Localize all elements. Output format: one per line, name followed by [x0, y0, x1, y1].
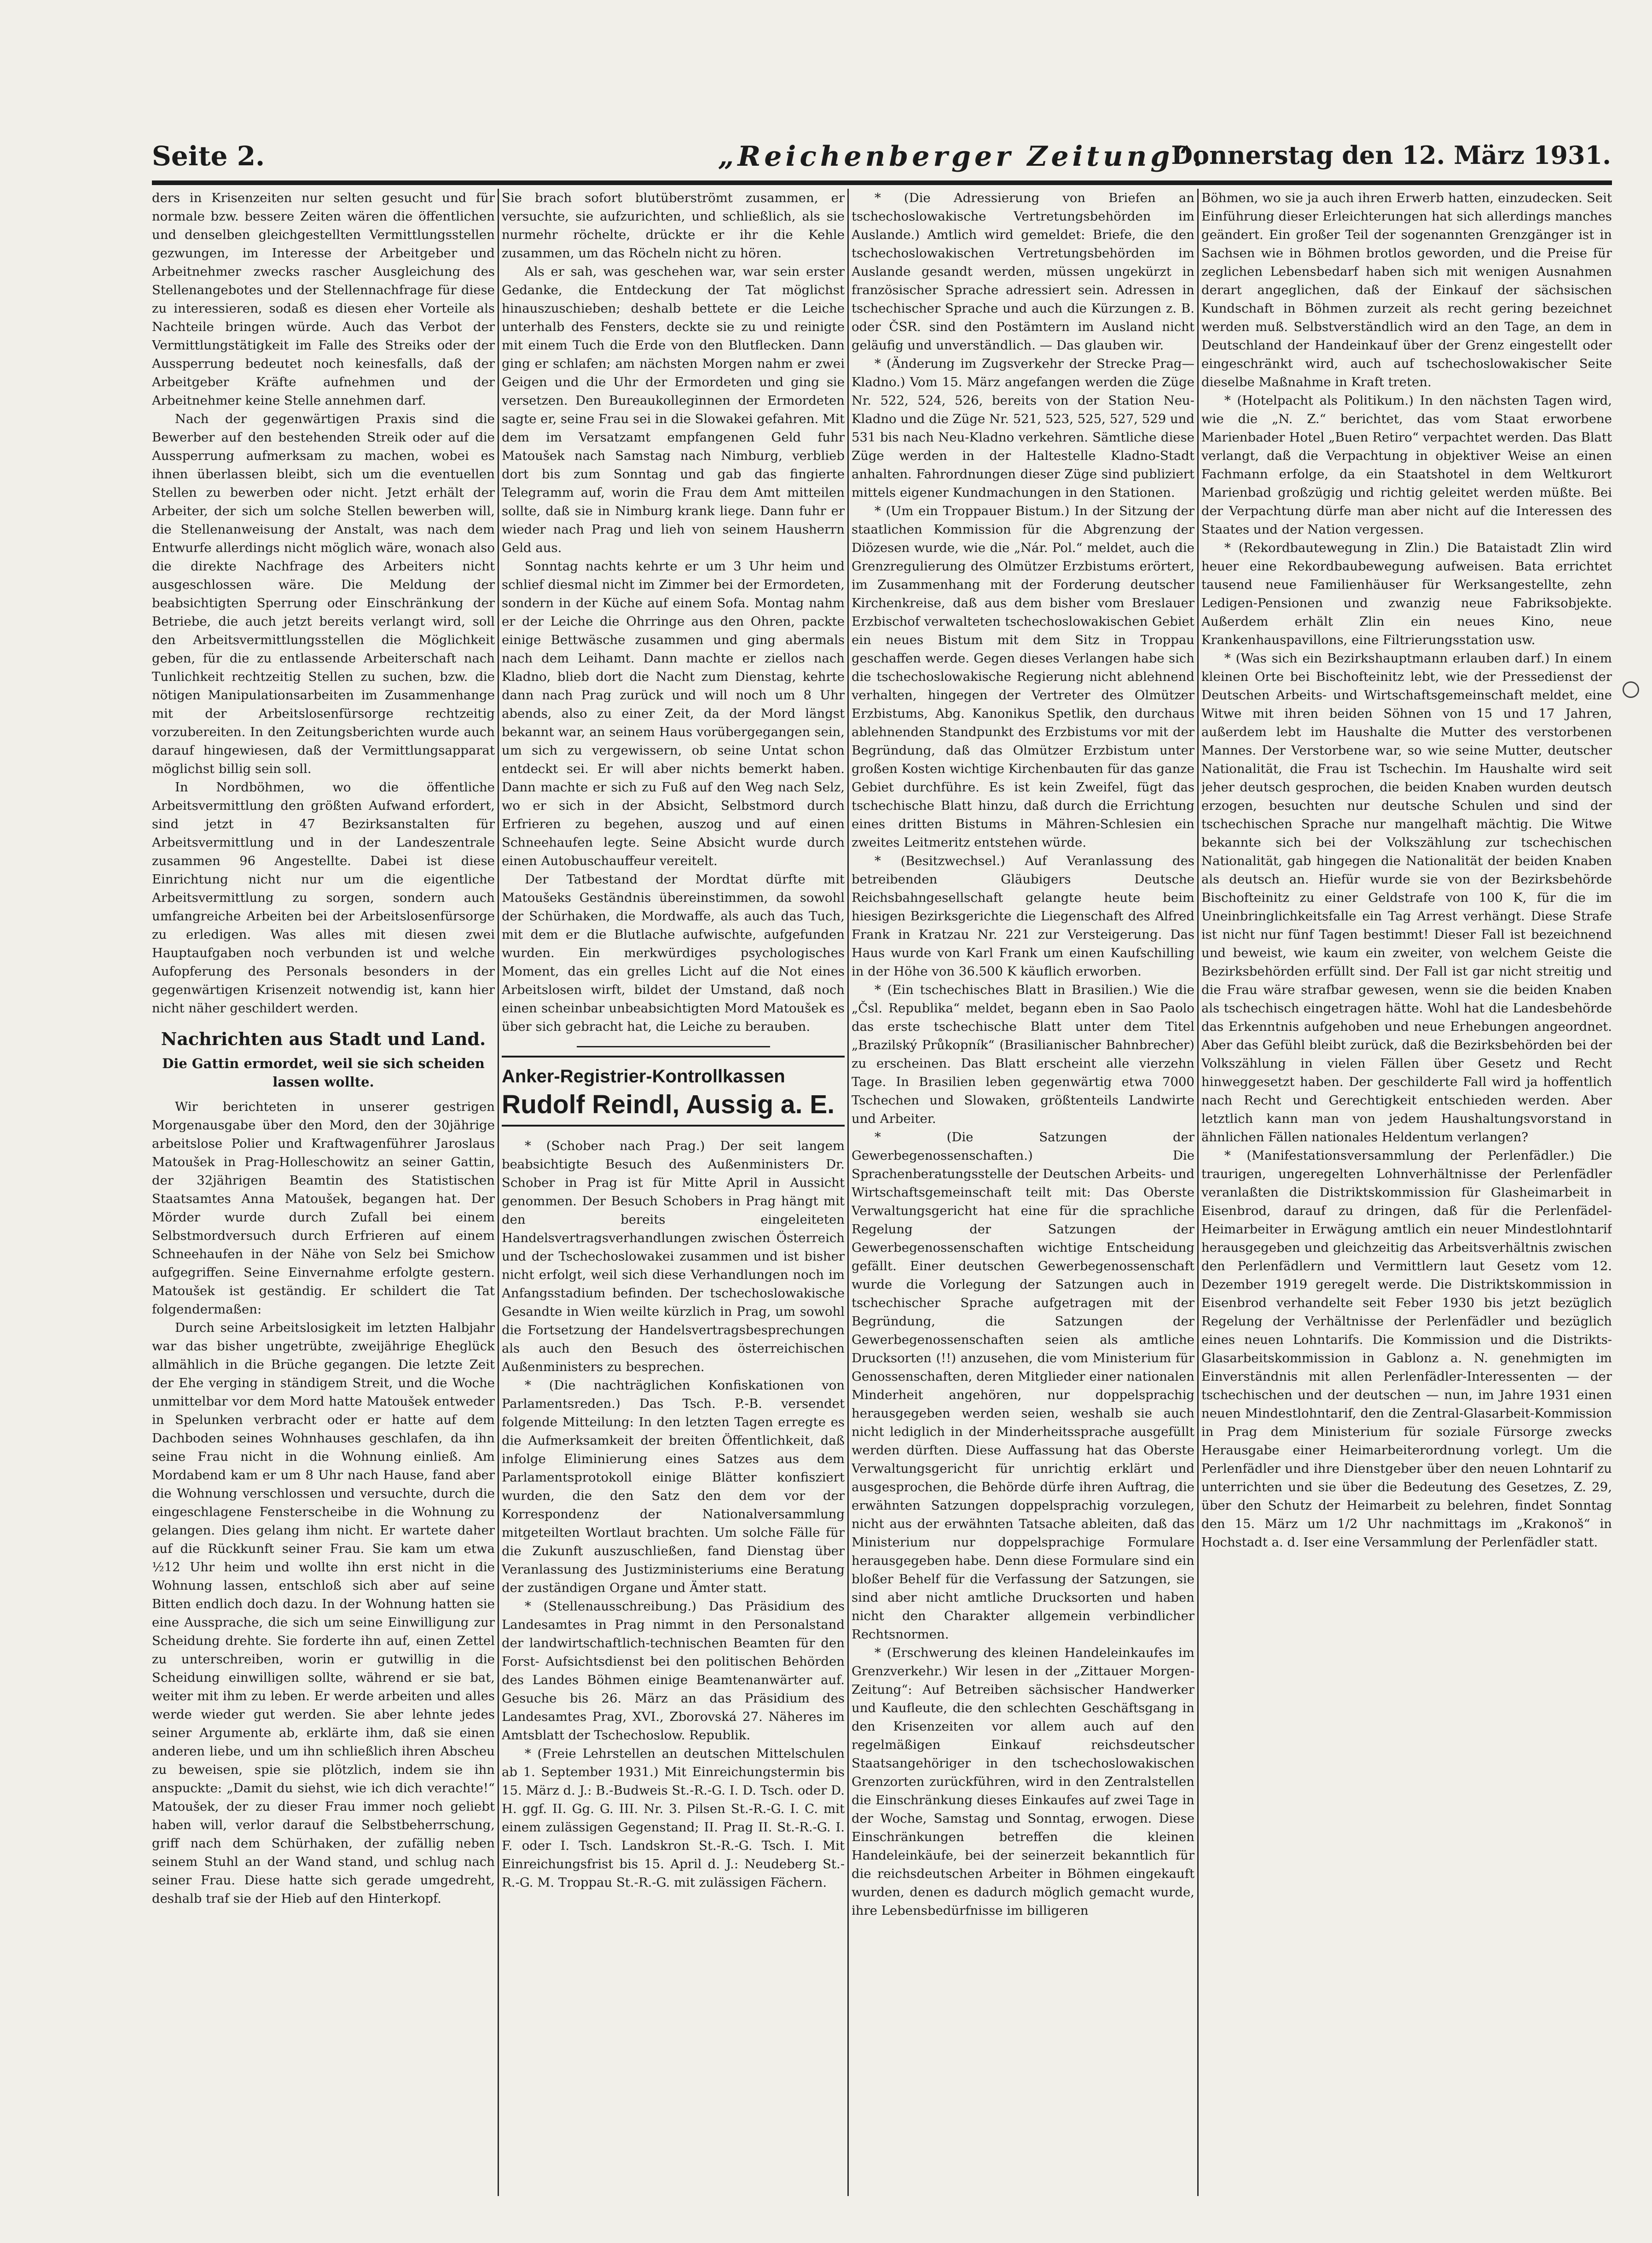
article-end-rule — [577, 1046, 770, 1047]
page-header — [152, 140, 1611, 179]
news-item: * (Schober nach Prag.) Der seit langem beabsichtigte Besuch des Außenministers Dr. Schober in Prag ist für Mitte April in Aussicht genommen. Der Besuch Schobers in Prag hängt mit den bereits eingeleiteten Handelsvertragsverhandlungen zwischen Österreich und der Tschechoslowakei zusammen und ist bisher nicht erfolgt, weil sich diese Verhandlungen noch im Anfangsstadium befinden. Der tschechoslowakische Gesandte in Wien weilte kürzlich in Prag, um sowohl die Fortsetzung der Handelsvertragsbesprechungen als auch den Besuch des österreichischen Außenministers zu besprechen. — [502, 1139, 845, 1374]
news-item: * (Besitzwechsel.) Auf Veranlassung des betreibenden Gläubigers Deutsche Reichsbahngesellschaft gelangte heute beim hiesigen Bezirksgerichte die Liegenschaft des Alfred Frank in Kratzau Nr. 221 zur Versteigerung. Das Haus wurde von Karl Frank um einen Kaufschilling in der Höhe von 36.500 K käuflich erworben. — [852, 854, 1194, 979]
news-item: * (Freie Lehrstellen an deutschen Mittelschulen ab 1. September 1931.) Mit Einreichungstermin bis 15. März d. J.: B.-Budweis St.-R.-G. I. D. Tsch. oder D. H. ggf. II. Gg. G. III. Nr. 3. Pilsen St.-R.-G. I. C. mit einem zulässigen Gegenstand; II. Prag II. St.-R.-G. I. F. oder I. Tsch. Landskron St.-R.-G. Tsch. I. Mit Einreichungsfrist bis 15. April d. J.: Neudeberg St.-R.-G. M. Troppau St.-R.-G. mit zulässigen Fächern. — [502, 1746, 845, 1890]
issue-date: Donnerstag den 12. März 1931. — [1171, 140, 1611, 170]
article-paragraph: In Nordböhmen, wo die öffentliche Arbeitsvermittlung den größten Aufwand erfordert, sind jetzt in 47 Bezirksanstalten für Arbeitsvermittlung und in der Landeszentrale zusammen 96 Angestellte. Dabei ist diese Einrichtung nicht nur um die eigentliche Arbeitsvermittlung zu sorgen, sondern auch umfangreiche Arbeiten bei der Arbeitslosenfürsorge zu erledigen. Was alles mit diesen zwei Hauptaufgaben noch verbunden ist und welche Aufopferung des Personals besonders in der gegenwärtigen Krisenzeit notwendig ist, kann hier nicht näher geschildert werden. — [152, 780, 495, 1016]
news-item: * (Die Adressierung von Briefen an tschechoslowakische Vertretungsbehörden im Auslande.) Amtlich wird gemeldet: Briefe, die den tschechoslowakischen Vertretungsbehörden im Auslande gesandt werden, müssen ungekürzt in französischer Sprache adressiert sein. Adressen in tschechischer Sprache und auch die Kürzungen z. B. oder ČSR. sind den Postämtern im Ausland nicht geläufig und unverständlich. — Das glauben wir. — [852, 191, 1194, 353]
column-3 — [852, 189, 1194, 2196]
column-4 — [1201, 189, 1612, 2196]
news-item: * (Hotelpacht als Politikum.) In den nächsten Tagen wird, wie die „N. Z.“ berichtet, das vom Staat erworbene Marienbader Hotel „Buen Retiro“ verpachtet werden. Das Blatt verlangt, daß die Verpachtung in objektiver Weise an einen Fachmann erfolge, da ein Staatshotel in dem Weltkurort Marienbad großzügig und richtig geleitet werden müßte. Bei der Verpachtung dürfe man aber nicht auf die Interessen des Staates und der Nation vergessen. — [1201, 393, 1612, 537]
news-item: * (Die nachträglichen Konfiskationen von Parlamentsreden.) Das Tsch. P.-B. versendet folgende Mitteilung: In den letzten Tagen erregte es die Aufmerksamkeit der breiten Öffentlichkeit, daß infolge Eliminierung eines Satzes aus dem Parlamentsprotokoll einige Blätter konfisziert wurden, die den Satz den dem vor der Korrespondenz der Nationalversammlung mitgeteilten Wortlaut brachten. Um solche Fälle für die Zukunft auszuschließen, fand Dienstag über Veranlassung des Justizministeriums eine Beratung der zuständigen Organe und Ämter statt. — [502, 1378, 845, 1595]
page-label: Seite 2. — [152, 140, 265, 172]
article-paragraph: Als er sah, was geschehen war, war sein erster Gedanke, die Entdeckung der Tat möglichst hinauszuschieben; deshalb bettete er die Leiche unterhalb des Fensters, deckte sie zu und reinigte mit einem Tuch die Erde von den Blutflecken. Dann ging er schlafen; am nächsten Morgen nahm er zwei Geigen und die Uhr der Ermordeten und ging sie versetzen. Den Bureaukolleginnen der Ermordeten sagte er, seine Frau sei in die Slowakei gefahren. Mit dem im Versatzamt empfangenen Geld fuhr Matoušek nach Samstag nach Nimburg, verblieb dort bis zum Sonntag und gab das fingierte Telegramm auf, worin die Frau dem Amt mitteilen sollte, daß sie in Nimburg krank liege. Dann fuhr er wieder nach Prag und lieh von seinem Hausherrn Geld aus. — [502, 264, 845, 555]
news-item: * (Stellenausschreibung.) Das Präsidium des Landesamtes in Prag nimmt in den Personalstand der landwirtschaftlich-technischen Beamten für den Forst- Aufsichtsdienst bei den politischen Behörden des Landes Böhmen einige Beamtenanwärter auf. Gesuche bis 26. März an das Präsidium des Landesamtes Prag, XVI., Zborovská 27. Näheres im Amtsblatt der Tschechoslow. Republik. — [502, 1599, 845, 1743]
article-paragraph: ders in Krisenzeiten nur selten gesucht und für normale bzw. bessere Zeiten wären die öffentlichen und denselben gleichgestellten Vermittlungsstellen gezwungen, im Interesse der Arbeitgeber und Arbeitnehmer zwecks rascher Ausgleichung des Stellenangebotes und der Stellennachfrage für diese zu interessieren, sodaß es diesen eher Vorteile als Nachteile bringen würde. Auch das Verbot der Vermittlungstätigkeit im Falle des Streiks oder der Aussperrung bedeutet noch keinesfalls, daß der Arbeitgeber Kräfte aufnehmen und der Arbeitnehmer keine Stelle annehmen darf. — [152, 191, 495, 408]
advertisement — [502, 1056, 845, 1127]
article-paragraph: Sie brach sofort blutüberströmt zusammen, er versuchte, sie aufzurichten, und schließlich, als sie nurmehr röchelte, drückte er ihr die Kehle zusammen, um das Röcheln nicht zu hören. — [502, 191, 845, 261]
article-paragraph: Der Tatbestand der Mordtat dürfte mit Matoušeks Geständnis übereinstimmen, da sowohl der Schürhaken, die Mordwaffe, als auch das Tuch, mit dem er die Blutlache aufwischte, aufgefunden wurden. Ein merkwürdiges psychologisches Moment, das ein grelles Licht auf die Not eines Arbeitslosen wirft, bildet der Umstand, daß noch einen scheinbar unbeabsichtigten Mord Matoušek es über sich gebracht hat, die Leiche zu berauben. — [502, 872, 845, 1034]
article-paragraph: Wir berichteten in unserer gestrigen Morgenausgabe über den Mord, den der 30jährige arbeitslose Polier und Kraftwagenführer Jaroslaus Matoušek in Prag-Holleschowitz an seiner Gattin, der 32jährigen Beamtin des Statistischen Staatsamtes Anna Matoušek, begangen hat. Der Mörder wurde durch Zufall bei einem Selbstmordversuch durch Erfrieren auf einem Schneehaufen in der Nähe von Selz bei Smichow aufgegriffen. Seine Einvernahme erfolgte gestern. Matoušek ist geständig. Er schildert die Tat folgendermaßen: — [152, 1099, 495, 1317]
article-paragraph: Sonntag nachts kehrte er um 3 Uhr heim und schlief diesmal nicht im Zimmer bei der Ermordeten, sondern in der Küche auf einem Sofa. Montag nahm er der Leiche die Ohrringe aus den Ohren, packte einige Bettwäsche zusammen und ging abermals nach dem Leihamt. Dann machte er ziellos nach Kladno, blieb dort die Nacht zum Dienstag, kehrte dann nach Prag zurück und will noch um 8 Uhr abends, also zu einer Zeit, da der Mord längst bekannt war, an seinem Haus vorübergegangen sein, um sich zu vergewissern, ob seine Untat schon entdeckt sei. Er will aber nichts bemerkt haben. Dann machte er sich zu Fuß auf den Weg nach Selz, wo er sich in der Absicht, Selbstmord durch Erfrieren zu begehen, auszog und auf einen Schneehaufen legte. Seine Absicht wurde durch einen Autobuschauffeur vereitelt. — [502, 559, 845, 868]
newspaper-title: „Reichenberger Zeitung“. — [718, 140, 1206, 173]
ad-line: Rudolf Reindl, Aussig a. E. — [502, 1090, 835, 1119]
news-item: * (Ein tschechisches Blatt in Brasilien.) Wie die „Čsl. Republika“ meldet, begann eben in Sao Paolo das erste tschechische Blatt unter dem Titel „Brazilský Průkopník“ (Brasilianischer Bahnbrecher) zu erscheinen. Das Blatt erscheint alle vierzehn Tage. In Brasilien leben gegenwärtig etwa 7000 Tschechen und Slowaken, größtenteils Landwirte und Arbeiter. — [852, 982, 1194, 1126]
news-item: * (Die Satzungen der Gewerbegenossenschaften.) Die Sprachenberatungsstelle der Deutschen Arbeits- und Wirtschaftsgemeinschaft teilt mit: Das Oberste Verwaltungsgericht hat eine für die sprachliche Regelung der Satzungen der Gewerbegenossenschaften wichtige Entscheidung gefällt. Einer deutschen Gewerbegenossenschaft wurde die Vorlegung der Satzungen auch in tschechischer Sprache aufgetragen mit der Begründung, die Satzungen der Gewerbegenossenschaften seien als amtliche Drucksorten (!!) anzusehen, die vom Ministerium für Genossenschaften, deren Mitglieder einer nationalen Minderheit angehören, nur doppelsprachig herausgegeben werden seien, weshalb sie auch nicht lediglich in der Minderheitssprache ausgefüllt werden dürften. Diese Auffassung hat das Oberste Verwaltungsgericht für unrichtig erklärt und ausgesprochen, die Behörde dürfe ihren Auftrag, die erwähnten Satzungen doppelsprachig vorzulegen, nicht aus der erwähnten Tatsache ableiten, daß das Ministerium nur doppelsprachige Formulare herausgegeben habe. Denn diese Formulare sind ein bloßer Behelf für die Verfassung der Satzungen, sie sind aber nicht amtliche Drucksorten und haben nicht den Charakter allgemein verbindlicher Rechtsnormen. — [852, 1130, 1194, 1642]
column-1 — [152, 189, 495, 2196]
news-item: * (Um ein Troppauer Bistum.) In der Sitzung der staatlichen Kommission für die Abgrenzung der Diözesen wurde, wie die „Nár. Pol.“ meldet, auch die Grenzregulierung des Olmützer Erzbistums erörtert, im Zusammenhang mit der Forderung deutscher Kirchenkreise, daß aus dem bisher vom Breslauer Erzbischof verwalteten tschechoslowakischen Gebiet ein neues Bistum mit dem Sitz in Troppau geschaffen werde. Gegen dieses Verlangen habe sich die tschechoslowakische Regierung nicht ablehnend verhalten, hingegen der Vertreter des Olmützer Erzbistums, Abg. Kanonikus Spetlik, den durchaus ablehnenden Standpunkt des Erzbistums vor mit der Begründung, daß das Olmützer Erzbistum unter großen Kosten wichtige Kirchenbauten für das ganze Gebiet durchführe. Es ist kein Zweifel, fügt das tschechische Blatt hinzu, daß durch die Errichtung eines dritten Bistums in Mähren-Schlesien ein zweites Leitmeritz entstehen würde. — [852, 504, 1194, 850]
margin-mark-icon — [1623, 681, 1639, 698]
column-divider — [1197, 189, 1199, 2196]
news-item: * (Rekordbautewegung in Zlin.) Die Bataistadt Zlin wird heuer eine Rekordbaubewegung aufweisen. Bata errichtet tausend neue Familienhäuser für Werksangestellte, zehn Ledigen-Pensionen und zwanzig neue Fabriksobjekte. Außerdem erhält Zlin ein neues Kino, neue Krankenhauspavillons, eine Filtrierungsstation usw. — [1201, 540, 1612, 647]
article-paragraph: Durch seine Arbeitslosigkeit im letzten Halbjahr war das bisher ungetrübte, zweijährige Eheglück allmählich in die Brüche gegangen. Die letzte Zeit der Ehe verging in ständigem Streit, und die Woche unmittelbar vor dem Mord hatte Matoušek entweder in Spelunken verbracht oder er hatte auf dem Dachboden seines Wohnhauses geschlafen, da ihn seine Frau nicht in die Wohnung einließ. Am Mordabend kam er um 8 Uhr nach Hause, fand aber die Wohnung verschlossen und versuchte, durch die eingeschlagene Fensterscheibe in die Wohnung zu gelangen. Dies gelang ihm nicht. Er wartete daher auf die Rückkunft seiner Frau. Sie kam um etwa ½12 Uhr heim und wollte ihn erst nicht in die Wohnung lassen, entschloß sich aber auf seine Bitten endlich doch dazu. In der Wohnung hatten sie eine Aussprache, die sich um seine Einwilligung zur Scheidung drehte. Sie forderte ihn auf, einen Zettel zu unterschreiben, worin er gutwillig in die Scheidung einwilligen sollte, während er sie bat, weiter mit ihm zu leben. Er werde arbeiten und alles werde wieder gut werden. Sie aber lehnte jedes seiner Argumente ab, erklärte ihm, daß sie einen anderen liebe, und um ihn schließlich ihren Abscheu zu beweisen, spie sie plötzlich, indem sie ihn anspuckte: „Damit du siehst, wie ich dich verachte!“ Matoušek, der zu dieser Frau immer noch geliebt haben will, verlor darauf die Selbstbeherrschung, griff nach dem Schürhaken, der zufällig neben seinem Stuhl an der Wand stand, und schlug nach seiner Frau. Diese hatte sich gerade umgedreht, deshalb traf sie der Hieb auf den Hinterkopf. — [152, 1320, 495, 1906]
news-item: * (Manifestationsversammlung der Perlenfädler.) Die traurigen, ungeregelten Lohnverhältnisse der Perlenfädler veranlaßten die Distriktskommission für Glasheimarbeit in Eisenbrod, darauf zu dringen, daß für die Perlenfädel-Heimarbeiter in Erwägung amtlich ein neuer Mindestlohntarif herausgegeben und gleichzeitig das Arbeitsverhältnis zwischen den Perlenfädlern und Vermittlern laut Gesetz vom 12. Dezember 1919 geregelt werde. Die Distriktskommission in Eisenbrod verhandelte seit Feber 1930 bis jetzt bezüglich Regelung der Verhältnisse der Perlenfädler und bezüglich eines neuen Lohntarifs. Die Kommission und die Distrikts-Glasarbeitskommission in Gablonz a. N. genehmigten im Einverständnis mit allen Perlenfädler-Interessenten — der tschechischen und der deutschen — nun, im Jahre 1931 einen neuen Mindestlohntarif, den die Zentral-Glasarbeit-Kommission in Prag dem Ministerium für soziale Fürsorge zwecks Herausgabe einer Heimarbeiterordnung vorlegt. Um die Perlenfädler und ihre Dienstgeber über den neuen Lohntarif zu unterrichten und sie über die Bedeutung des Gesetzes, Z. 29, über den Schutz der Heimarbeit zu belehren, findet Sonntag den 15. März um 1/2 Uhr nachmittags im „Krakonoš“ in Hochstadt a. d. Iser eine Versammlung der Perlenfädler statt. — [1201, 1148, 1612, 1550]
header-rule — [152, 180, 1612, 185]
news-item: * (Was sich ein Bezirkshauptmann erlauben darf.) In einem kleinen Orte bei Bischofteinitz lebt, wie der Pressedienst der Deutschen Arbeits- und Wirtschaftsgemeinschaft meldet, eine Witwe mit ihren beiden Söhnen von 15 und 17 Jahren, außerdem lebt im Haushalte die Mutter des verstorbenen Mannes. Der Verstorbene war, so wie seine Mutter, deutscher Nationalität, die Frau ist Tschechin. Im Haushalte wird seit jeher deutsch gesprochen, die beiden Knaben wurden deutsch erzogen, besuchten nur deutsche Schulen und sind der tschechischen Sprache nur mangelhaft mächtig. Die Witwe bekannte sich bei der Volkszählung zur tschechischen Nationalität, gab hingegen die Nationalität der beiden Knaben als deutsch an. Hiefür wurde sie von der Bezirksbehörde Bischofteinitz zu einer Geldstrafe von 100 K, für die im Uneinbringlichkeitsfalle ein Tag Arrest verhängt. Diese Strafe ist nicht nur fünf Tagen bestimmt! Dieser Fall ist bezeichnend und beweist, wie kaum ein zweiter, von welchem Geiste die Bezirksbehörden erfüllt sind. Der Fall ist gar nicht streitig und die Frau wäre strafbar gewesen, wenn sie die beiden Knaben als tschechisch eingetragen hätte. Wohl hat die Landesbehörde das Erkenntnis aufgehoben und neue Erhebungen angeordnet. Aber das Gefühl bleibt zurück, daß die Bezirksbehörden bei der Volkszählung in vielen Fällen über Gesetz und Recht hinweggesetzt haben. Der geschilderte Fall wird ja hoffentlich nach Recht und Gerechtigkeit entschieden werden. Aber letztlich kann man von jedem Haushaltungsvorstand in ähnlichen Fällen nationales Heldentum verlangen? — [1201, 651, 1612, 1145]
news-item: * (Erschwerung des kleinen Handeleinkaufes im Grenzverkehr.) Wir lesen in der „Zittauer Morgen-Zeitung“: Auf Betreiben sächsischer Handwerker und Kaufleute, die den schlechten Geschäftsgang in den Krisenzeiten vor allem auch auf den regelmäßigen Einkauf reichsdeutscher Staatsangehöriger in den tschechoslowakischen Grenzorten zurückführen, wird in den Zentralstellen die Einschränkung dieses Einkaufes auf zwei Tage in der Woche, Samstag und Sonntag, erwogen. Diese Einschränkungen betreffen die kleinen Handeleinkäufe, bei der seinerzeit bekanntlich für die reichsdeutschen Arbeiter in Böhmen eingekauft wurden, denen es dadurch möglich gemacht wurde, ihre Lebensbedürfnisse im billigeren — [852, 1645, 1194, 1918]
article-headline: Die Gattin ermordet, weil sie sich scheiden lassen wollte. — [162, 1056, 485, 1090]
news-item: * (Änderung im Zugsverkehr der Strecke Prag—Kladno.) Vom 15. März angefangen werden die Züge Nr. 522, 524, 526, bereits von der Station Neu-Kladno und die Züge Nr. 521, 523, 525, 527, 529 und 531 bis nach Neu-Kladno verkehren. Sämtliche diese Züge werden in der Haltestelle Kladno-Stadt anhalten. Fahrordnungen dieser Züge sind publiziert mittels eigener Kundmachungen in den Stationen. — [852, 356, 1194, 500]
section-heading: Nachrichten aus Stadt und Land. — [161, 1029, 486, 1049]
article-paragraph: Nach der gegenwärtigen Praxis sind die Bewerber auf den bestehenden Streik oder auf die Aussperrung aufmerksam zu machen, wobei es ihnen überlassen bleibt, sich um die eventuellen Stellen zu bewerben oder nicht. Jetzt erhält der Arbeiter, der sich um solche Stellen bewerben will, die Stellenanweisung der Anstalt, was nach dem Entwurfe allerdings nicht möglich wäre, wonach also die direkte Nachfrage des Arbeiters nicht ausgeschlossen wäre. Die Meldung der beabsichtigten Sperrung oder Einschränkung der Betriebe, die auch jetzt bereits verlangt wird, soll den Arbeitsvermittlungsstellen die Möglichkeit geben, für die zu entlassende Arbeiterschaft nach Tunlichkeit rechtzeitig Stellen zu suchen, bzw. die nötigen Manipulationsarbeiten im Zusammenhange mit der Arbeitslosenfürsorge rechtzeitig vorzubereiten. In den Zeitungsberichten wurde auch darauf hingewiesen, daß der Vermittlungsapparat möglichst billig sein soll. — [152, 412, 495, 776]
column-divider — [498, 189, 499, 2196]
column-divider — [847, 189, 849, 2196]
column-2 — [502, 189, 845, 2196]
ad-line: Anker-Registrier-Kontrollkassen — [502, 1066, 785, 1087]
article-paragraph: Böhmen, wo sie ja auch ihren Erwerb hatten, einzudecken. Seit Einführung dieser Erleichterungen hat sich allerdings manches geändert. Ein großer Teil der sogenannten Grenzgänger ist in Sachsen wie in Böhmen brotlos geworden, und die Preise für zeglichen Lebensbedarf haben sich mit wenigen Ausnahmen derart angeglichen, daß der Einkauf der sächsischen Kundschaft in Böhmen zurzeit als recht gering bezeichnet werden muß. Selbstverständlich wird an den Tage, an dem in Deutschland der Handeinkauf über der Grenz eingestellt oder eingeschränkt wird, auch auf tschechoslowakischer Seite dieselbe Maßnahme in Kraft treten. — [1201, 191, 1612, 389]
